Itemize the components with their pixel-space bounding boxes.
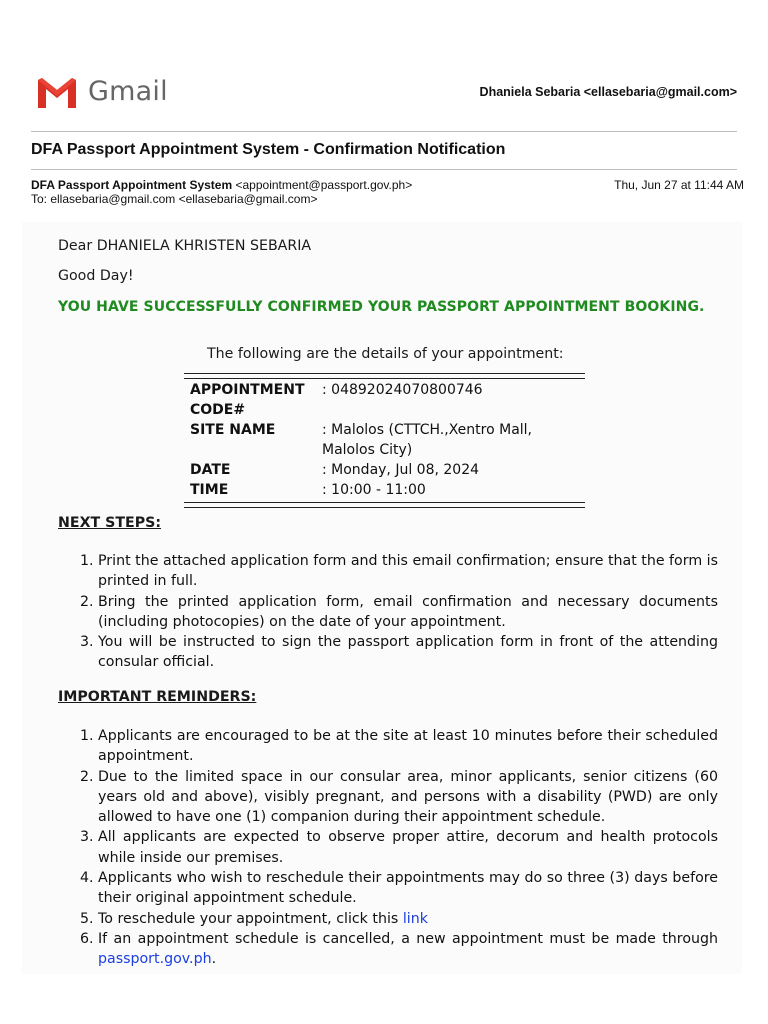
reminder-end: . — [211, 951, 217, 968]
list-item — [98, 929, 718, 970]
success-message: YOU HAVE SUCCESSFULLY CONFIRMED YOUR PASSPORT APPOINTMENT BOOKING. — [58, 299, 705, 315]
reminders-title: IMPORTANT REMINDERS: — [58, 689, 257, 705]
table-top-rule — [184, 373, 585, 379]
account-label: Dhaniela Sebaria <ellasebaria@gmail.com> — [479, 85, 737, 99]
table-row — [184, 380, 585, 420]
reminder-text: If an appointment schedule is cancelled, a new appointment must be made through — [98, 930, 718, 947]
greeting: Dear DHANIELA KHRISTEN SEBARIA — [58, 238, 312, 254]
appointment-details-table — [184, 373, 585, 508]
list-item: 2. Due to the limited space in our consular area, minor applicants, senior citizens (60 years old and above), visibly pregnant, and persons with a disability (PWD) are only allowed to have one (1) companion during their appointment schedule. — [98, 767, 718, 828]
list-item: 1. Print the attached application form and this email confirmation; ensure that the form is printed in full. — [98, 551, 718, 592]
email-to: To: ellasebaria@gmail.com <ellasebaria@gmail.com> — [31, 192, 318, 206]
email-subject: DFA Passport Appointment System - Confirmation Notification — [31, 141, 506, 158]
divider — [31, 131, 737, 132]
list-item: 3. You will be instructed to sign the passport application form in front of the attending consular official. — [98, 632, 718, 673]
details-intro: The following are the details of your appointment: — [207, 346, 564, 362]
divider — [31, 169, 737, 170]
detail-value: : Monday, Jul 08, 2024 — [322, 462, 480, 478]
next-steps-title: NEXT STEPS: — [58, 515, 161, 531]
reminders-list — [58, 726, 718, 970]
detail-label: APPOINTMENT CODE# — [190, 382, 305, 418]
detail-value: : Malolos (CTTCH.,Xentro Mall, Malolos City) — [322, 422, 532, 458]
detail-label: TIME — [190, 482, 229, 498]
list-item — [98, 909, 718, 929]
good-day: Good Day! — [58, 268, 134, 284]
table-row — [184, 480, 585, 500]
sender-address: <appointment@passport.gov.ph> — [235, 178, 413, 192]
next-steps-list — [58, 551, 718, 673]
table-bottom-rule — [184, 502, 585, 508]
detail-value: : 04892024070800746 — [322, 382, 483, 398]
list-item: 2. Bring the printed application form, email confirmation and necessary documents (including photocopies) on the date of your appointment. — [98, 592, 718, 633]
table-row — [184, 420, 585, 460]
passport-site-link[interactable]: passport.gov.ph — [98, 951, 212, 968]
gmail-wordmark: Gmail — [88, 76, 168, 107]
table-row — [184, 460, 585, 480]
detail-label: DATE — [190, 462, 231, 478]
reschedule-link[interactable]: link — [402, 910, 428, 927]
email-from — [31, 178, 412, 192]
sender-name: DFA Passport Appointment System — [31, 178, 233, 192]
list-item: 1. Applicants are encouraged to be at the site at least 10 minutes before their scheduled appointment. — [98, 726, 718, 767]
email-date: Thu, Jun 27 at 11:44 AM — [614, 178, 744, 192]
list-item: 4. Applicants who wish to reschedule their appointments may do so three (3) days before their original appointment schedule. — [98, 868, 718, 909]
reminder-text: To reschedule your appointment, click this — [98, 910, 403, 927]
list-item: 3. All applicants are expected to observe proper attire, decorum and health protocols while inside our premises. — [98, 827, 718, 868]
detail-label: SITE NAME — [190, 422, 276, 438]
detail-value: : 10:00 - 11:00 — [322, 482, 426, 498]
